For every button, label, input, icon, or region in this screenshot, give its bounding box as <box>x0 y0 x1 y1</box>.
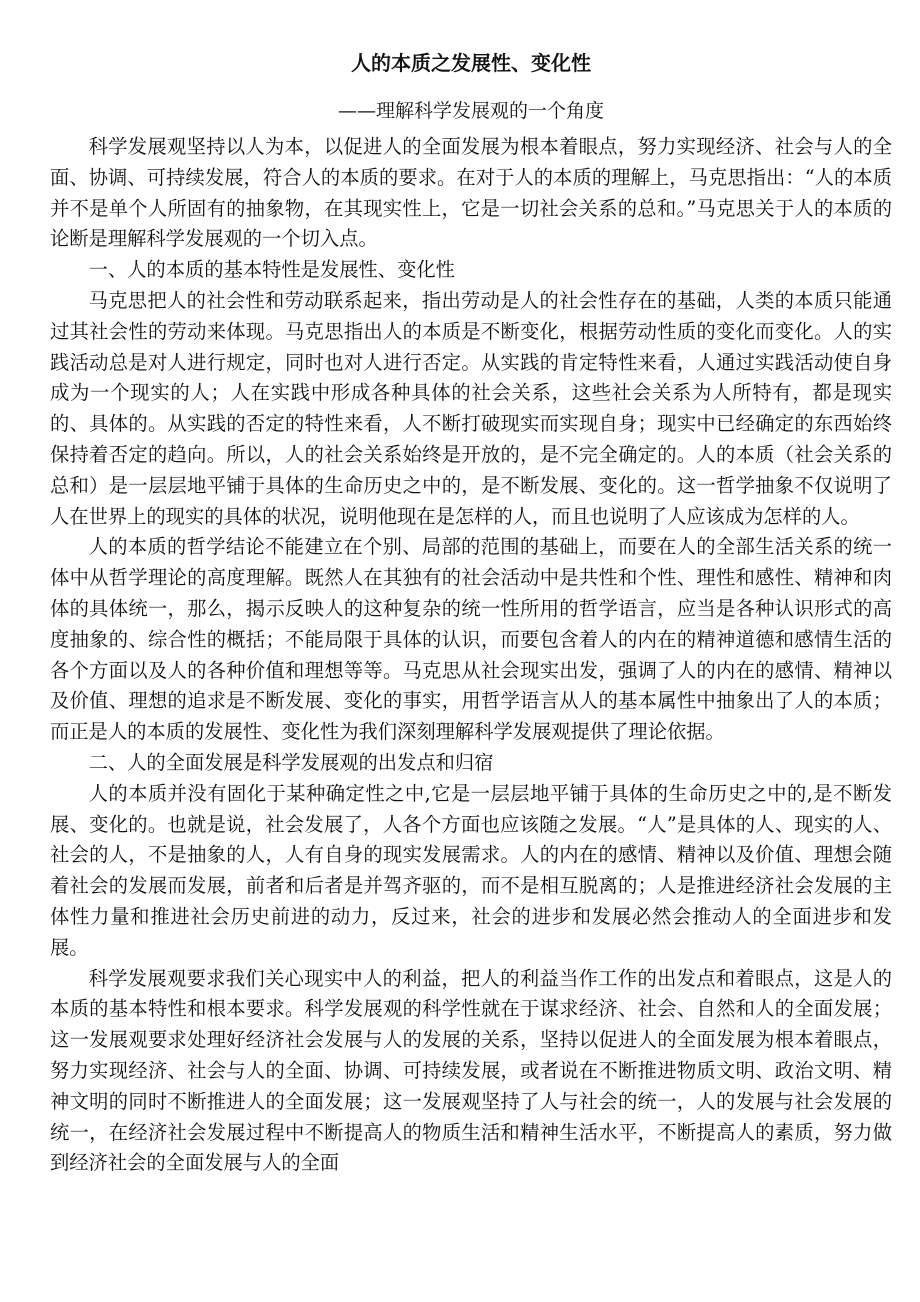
paragraph-section1-2: 人的本质的哲学结论不能建立在个别、局部的范围的基础上，而要在人的全部生活关系的统一体中从哲学理论的高度理解。既然人在其独有的社会活动中是共性和个性、理性和感性、精神和肉体的具体统一，那么，揭示反映人的这种复杂的统一性所用的哲学语言，应当是各种认识形式的高度抽象的、综合性的概括；不能局限于具体的认识，而要包含着人的内在的精神道德和感情生活的各个方面以及人的各种价值和理想等等。马克思从社会现实出发，强调了人的内在的感情、精神以及价值、理想的追求是不断发展、变化的事实，用哲学语言从人的基本属性中抽象出了人的本质；而正是人的本质的发展性、变化性为我们深刻理解科学发展观提供了理论依据。 <box>50 535 892 744</box>
section-heading-2: 二、人的全面发展是科学发展观的出发点和归宿 <box>88 750 494 774</box>
document-subtitle: ——理解科学发展观的一个角度 <box>337 100 604 122</box>
document-body <box>50 132 892 1179</box>
document-title: 人的本质之发展性、变化性 <box>351 51 591 75</box>
paragraph-section2-2: 科学发展观要求我们关心现实中人的利益，把人的利益当作工作的出发点和着眼点，这是人的本质的基本特性和根本要求。科学发展观的科学性就在于谋求经济、社会、自然和人的全面发展；这一发展观要求处理好经济社会发展与人的发展的关系，坚持以促进人的全面发展为根本着眼点，努力实现经济、社会与人的全面、协调、可持续发展，或者说在不断推进物质文明、政治文明、精神文明的同时不断推进人的全面发展；这一发展观坚持了人与社会的统一，人的发展与社会发展的统一，在经济社会发展过程中不断提高人的物质生活和精神生活水平，不断提高人的素质，努力做到经济社会的全面发展与人的全面 <box>50 966 892 1175</box>
paragraph-section2-1: 人的本质并没有固化于某种确定性之中,它是一层层地平铺于具体的生命历史之中的,是不断发展、变化的。也就是说，社会发展了，人各个方面也应该随之发展。“人”是具体的人、现实的人、社会的人，不是抽象的人，人有自身的现实发展需求。人的内在的感情、精神以及价值、理想会随着社会的发展而发展，前者和后者是并驾齐驱的，而不是相互脱离的；人是推进经济社会发展的主体性力量和推进社会历史前进的动力，反过来，社会的进步和发展必然会推动人的全面进步和发展。 <box>50 781 892 959</box>
document-page <box>50 0 892 1179</box>
section-heading-1: 一、人的本质的基本特性是发展性、变化性 <box>88 258 455 282</box>
paragraph-intro: 科学发展观坚持以人为本，以促进人的全面发展为根本着眼点，努力实现经济、社会与人的全面、协调、可持续发展，符合人的本质的要求。在对于人的本质的理解上，马克思指出：“人的本质并不是单个人所固有的抽象物，在其现实性上，它是一切社会关系的总和。”马克思关于人的本质的论断是理解科学发展观的一个切入点。 <box>50 135 892 251</box>
paragraph-section1-1: 马克思把人的社会性和劳动联系起来，指出劳动是人的社会性存在的基础，人类的本质只能通过其社会性的劳动来体现。马克思指出人的本质是不断变化，根据劳动性质的变化而变化。人的实践活动总是对人进行规定，同时也对人进行否定。从实践的肯定特性来看，人通过实践活动使自身成为一个现实的人；人在实践中形成各种具体的社会关系，这些社会关系为人所特有，都是现实的、具体的。从实践的否定的特性来看，人不断打破现实而实现自身；现实中已经确定的东西始终保持着否定的趋向。所以，人的社会关系始终是开放的，是不完全确定的。人的本质（社会关系的总和）是一层层地平铺于具体的生命历史之中的，是不断发展、变化的。这一哲学抽象不仅说明了人在世界上的现实的具体的状况，说明他现在是怎样的人，而且也说明了人应该成为怎样的人。 <box>50 288 892 528</box>
